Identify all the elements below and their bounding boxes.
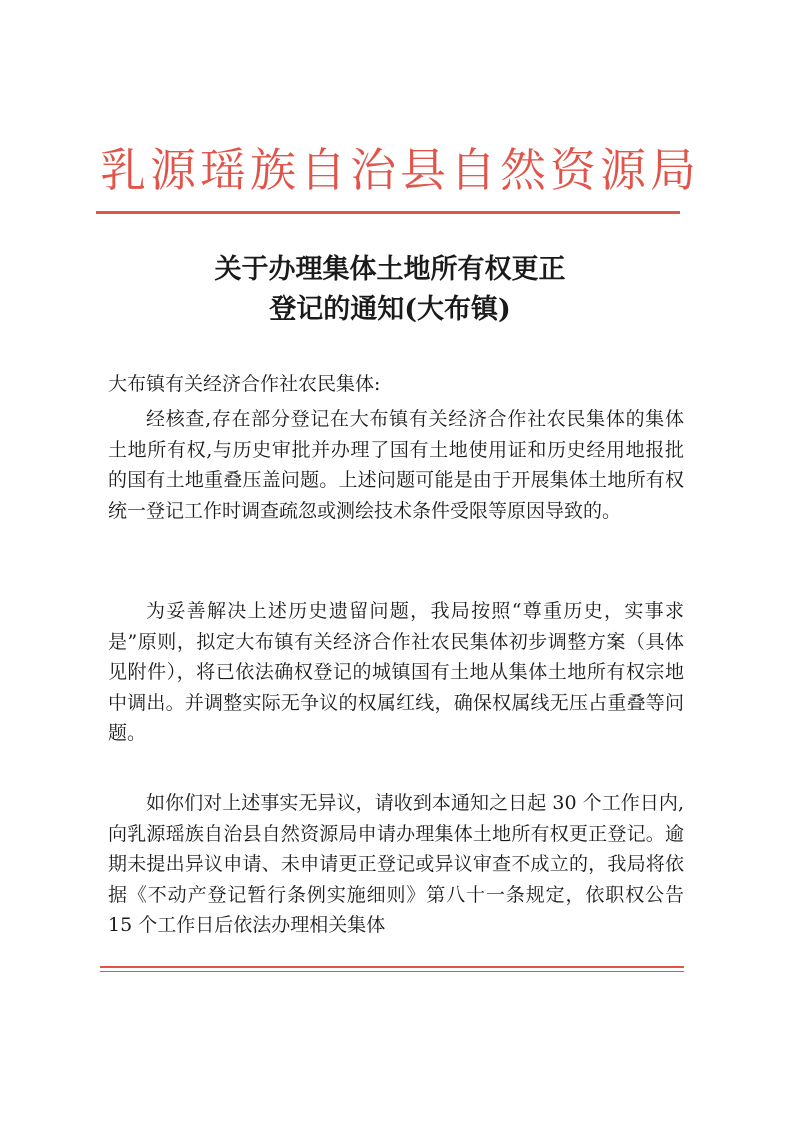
body-paragraph-1: 经核查,存在部分登记在大布镇有关经济合作社农民集体的集体土地所有权,与历史审批并办理了国有土地使用证和历史经用地报批的国有土地重叠压盖问题。上述问题可能是由于开展集体土地所有权统一登记工作时调查疏忽或测绘技术条件受限等原因导致的。 <box>108 408 684 522</box>
body-paragraph-2: 为妥善解决上述历史遗留问题，我局按照“尊重历史，实事求是”原则，拟定大布镇有关经济合作社农民集体初步调整方案（具体见附件），将已依法确权登记的城镇国有土地从集体土地所有权宗地中调出。并调整实际无争议的权属红线，确保权属线无压占重叠等问题。 <box>108 600 684 744</box>
footer-red-rule-thin <box>100 971 684 972</box>
agency-letterhead-title: 乳源瑶族自治县自然资源局 <box>100 143 700 197</box>
notice-title-line-1: 关于办理集体土地所有权更正 <box>214 254 566 285</box>
body-paragraph-3: 如你们对上述事实无异议，请收到本通知之日起 30 个工作日内,向乳源瑶族自治县自然资源局申请办理集体土地所有权更正登记。逾期未提出异议申请、未申请更正登记或异议审查不成立的，我局将依据《不动产登记暂行条例实施细则》第八十一条规定，依职权公告 15 个工作日后依法办理相关集体 <box>108 792 684 936</box>
letterhead-red-rule <box>96 211 680 214</box>
notice-addressee: 大布镇有关经济合作社农民集体: <box>108 373 381 395</box>
footer-red-rule-thick <box>100 966 684 968</box>
notice-title-line-2: 登记的通知(大布镇) <box>269 294 511 325</box>
notice-title <box>100 250 680 330</box>
